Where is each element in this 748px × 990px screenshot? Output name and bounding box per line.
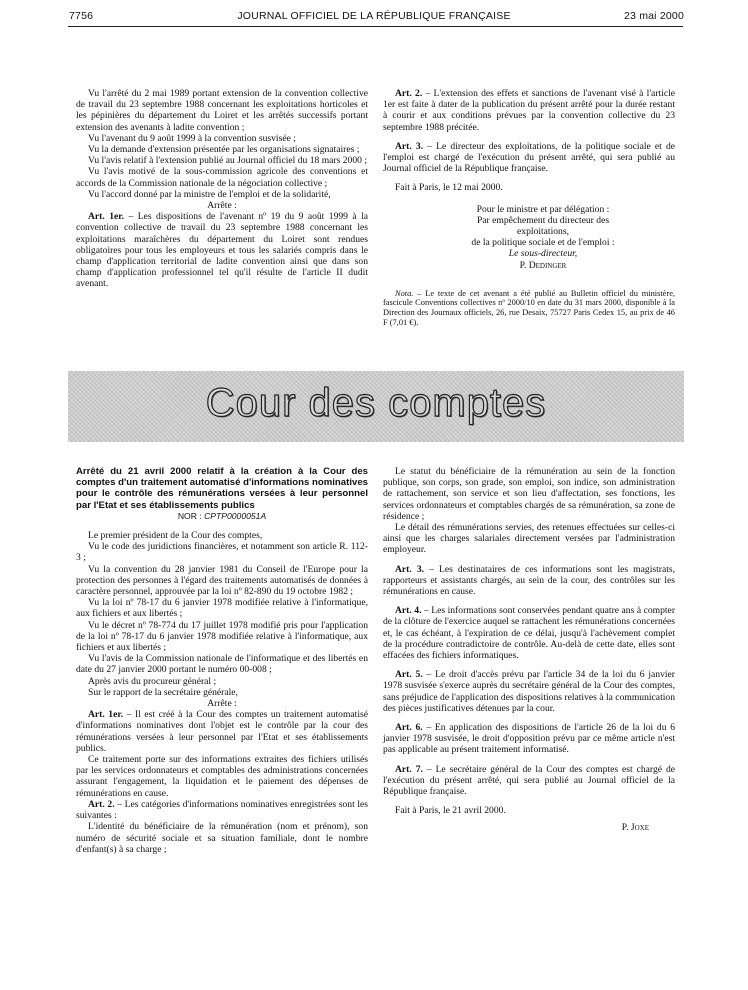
signatory-name: P. Dedinger [519,259,567,271]
article-text: – En application des dispositions de l'article 26 de la loi du 6 janvier 1978 susvisée, le droit d'opposition prévu par ce même article n'est pas applicable au présent traitement informatisé. [383,722,676,756]
article-2 [76,799,368,821]
article-text: – Les dispositions de l'avenant nº 19 du 9 août 1999 à la convention collective de travail du 23 septembre 1988 concernant les exploitations maraîchères du département du Loiret sont rendues obligatoires pour tous les employeurs et tous les salariés compris dans le champ d'application territorial de ladite convention ainsi que dans son champ d'application professionnel tel qu'il résulte de l'article II dudit avenant. [76,211,368,290]
article-label: Art. 3. [395,140,424,152]
nota [383,289,675,327]
signature-line: Par empêchement du directeur des exploitations, [476,214,610,238]
article-label: Art. 2. [395,88,423,99]
top-left-column [76,88,368,290]
bottom-left-column [76,466,368,855]
section-banner [68,371,684,442]
preamble-paragraph: Vu la loi nº 78-17 du 6 janvier 1978 modifiée relative à l'informatique, aux fichiers et aux libertés ; [76,597,368,620]
article-text: – Il est créé à la Cour des comptes un traitement automatisé d'informations nominatives dont l'objet est le contrôle par la cour des rémunérations versées à leur personnel par l'Etat et ses établissements publics. [76,709,368,754]
nota-text: – Le texte de cet avenant a été publié au Bulletin officiel du ministère, fascicule Conventions collectives nº 2000/10 en date du 31 mars 2000, disponible à la Direction des Journaux officiels, 26, rue Desaix, 75727 Paris Cedex 15, au prix de 46 F (7,01 €). [383,288,675,327]
article-text: – Le directeur des exploitations, de la politique sociale et de l'emploi est chargé de l'exécution du présent arrêté, qui sera publié au Journal officiel de la République française. [383,140,675,175]
article-text: – Le secrétaire général de la Cour des comptes est chargé de l'exécution du présent arrêté, qui sera publié au Journal officiel de la République française. [383,763,675,798]
article-label: Art. 1er. [88,709,124,721]
fait-a-paris: Fait à Paris, le 21 avril 2000. [395,805,506,817]
article-paragraph: Le détail des rémunérations servies, des retenues effectuées sur celles-ci ainsi que les charges salariales directement versées par l'administration employeur. [383,522,675,556]
article-1 [76,211,368,289]
article-2 [383,88,675,133]
vu-paragraph: Vu l'arrêté du 2 mai 1989 portant extension de la convention collective de travail du 23 septembre 1988 concernant les exploitations horticoles et les pépinières du département du Loiret et les arrêtés successifs portant extension des avenants à ladite convention ; [76,88,368,133]
arrete-heading: Arrête : [207,200,237,212]
nor-reference [76,511,368,522]
signature-line: de la politique sociale et de l'emploi : [471,237,615,249]
page-number: 7756 [69,10,94,22]
section-title: Cour des comptes [205,381,547,425]
article-label: Art. 5. [395,669,423,681]
vu-paragraph: Vu l'avenant du 9 août 1999 à la convention susvisée ; [88,132,296,144]
article-text: – Les catégories d'informations nominatives enregistrées sont les suivantes : [76,798,369,822]
signature-line: Le sous-directeur, [508,248,578,260]
preamble-paragraph: Vu la convention du 28 janvier 1981 du Conseil de l'Europe pour la protection des personnes à l'égard des traitements automatisés de données à caractère personnel, approuvée par la loi nº 82-890 du 19 octobre 1982 ; [76,563,368,598]
article-paragraph: L'identité du bénéficiaire de la rémunération (nom et prénom), son numéro de sécurité sociale et sa situation familiale, dont le nombre d'enfant(s) à sa charge ; [76,821,368,855]
journal-title: JOURNAL OFFICIEL DE LA RÉPUBLIQUE FRANÇAISE [237,10,511,22]
article-paragraph: Ce traitement porte sur des informations extraites des fichiers utilisés par les services ordonnateurs et comptables des administrations concernées assurant l'engagement, la liquidation et le paiement des dépenses de rémunérations en cause. [76,754,368,799]
article-text: – Les destinataires de ces informations sont les magistrats, rapporteurs et assistants chargés, au sein de la cour, des contrôles sur les rémunérations en cause. [383,563,676,598]
nor-code: CPTP0000051A [204,510,267,521]
article-label: Art. 3. [395,563,425,575]
header-rule [68,26,683,27]
article-3 [383,141,675,175]
article-5 [383,669,675,714]
vu-paragraph: Vu la demande d'extension présentée par les organisations signataires ; [88,144,360,156]
article-paragraph: Le statut du bénéficiaire de la rémunération au sein de la fonction publique, son corps, son grade, son emploi, son indice, son administration de rattachement, son service et son lieu d'affectation, ses fonctions, les services ordonnateurs et comptables chargés de sa rémunération, sa zone de résidence ; [383,466,675,522]
preamble-paragraph: Vu le code des juridictions financières, et notamment son article R. 112-3 ; [76,541,368,564]
vu-paragraph: Vu l'accord donné par la ministre de l'emploi et de la solidarité, [88,188,331,200]
arrete-title: Arrêté du 21 avril 2000 relatif à la création à la Cour des comptes d'un traitement automatisé d'informations nominatives pour le contrôle des rémunérations versées à leur personnel par l'Etat et ses établissements publics [76,466,368,511]
article-label: Art. 6. [395,722,423,734]
vu-paragraph: Vu l'avis relatif à l'extension publié au Journal officiel du 18 mars 2000 ; [88,155,367,167]
preamble-paragraph: Vu l'avis de la Commission nationale de l'informatique et des libertés en date du 27 janvier 2000 portant le numéro 00-008 ; [76,653,368,676]
nor-label: NOR : [177,510,205,521]
article-text: – L'extension des effets et sanctions de l'avenant visé à l'article 1er est faite à dater de la publication du présent arrêté pour la durée restant à courir et aux conditions prévues par la convention collective du 23 septembre 1988 précitée. [383,88,676,133]
preamble-paragraph: Vu le décret nº 78-774 du 17 juillet 1978 modifié pris pour l'application de la loi nº 78-17 du 6 janvier 1978 modifiée relative à l'informatique, aux fichiers et aux libertés ; [76,619,368,654]
preamble-paragraph: Le premier président de la Cour des comptes, [88,530,263,542]
article-text: – Le droit d'accès prévu par l'article 34 de la loi du 6 janvier 1978 susvisée s'exerce auprès du secrétaire général de la Cour des comptes, sans préjudice de l'application des dispositions relatives à la communication des pièces justificatives détenues par la cour. [383,669,675,714]
article-1 [76,709,368,754]
signatory-name: P. Joxe [621,822,649,834]
article-text: – Les informations sont conservées pendant quatre ans à compter de la clôture de l'exercice auquel se rattachent les rémunérations concernées et, le cas échéant, à l'expiration de ce délai, jusqu'à l'achèvement complet de la procédure contradictoire de contrôle. Au-delà de cette date, elles sont effacées des fichiers informatiques. [383,605,676,662]
article-6 [383,722,675,756]
preamble-paragraph: Après avis du procureur général ; [88,675,217,687]
arrete-heading: Arrête : [207,698,237,710]
top-right-column [383,88,675,327]
preamble-paragraph: Sur le rapport de la secrétaire générale, [88,686,238,698]
vu-paragraph: Vu l'avis motivé de la sous-commission agricole des conventions et accords de la Commission nationale de la négociation collective ; [76,166,368,189]
fait-a-paris: Fait à Paris, le 12 mai 2000. [395,182,503,194]
signature-block [383,204,675,271]
article-label: Art. 2. [88,798,115,810]
article-4 [383,605,675,661]
signature-line: Pour le ministre et par délégation : [476,203,610,215]
issue-date: 23 mai 2000 [624,10,684,22]
bottom-right-column [383,466,675,834]
article-7 [383,764,675,798]
article-3 [383,564,675,598]
article-label: Art. 1er. [88,211,125,223]
nota-label: Nota. [395,288,414,298]
article-label: Art. 7. [395,763,423,775]
article-label: Art. 4. [395,605,422,617]
